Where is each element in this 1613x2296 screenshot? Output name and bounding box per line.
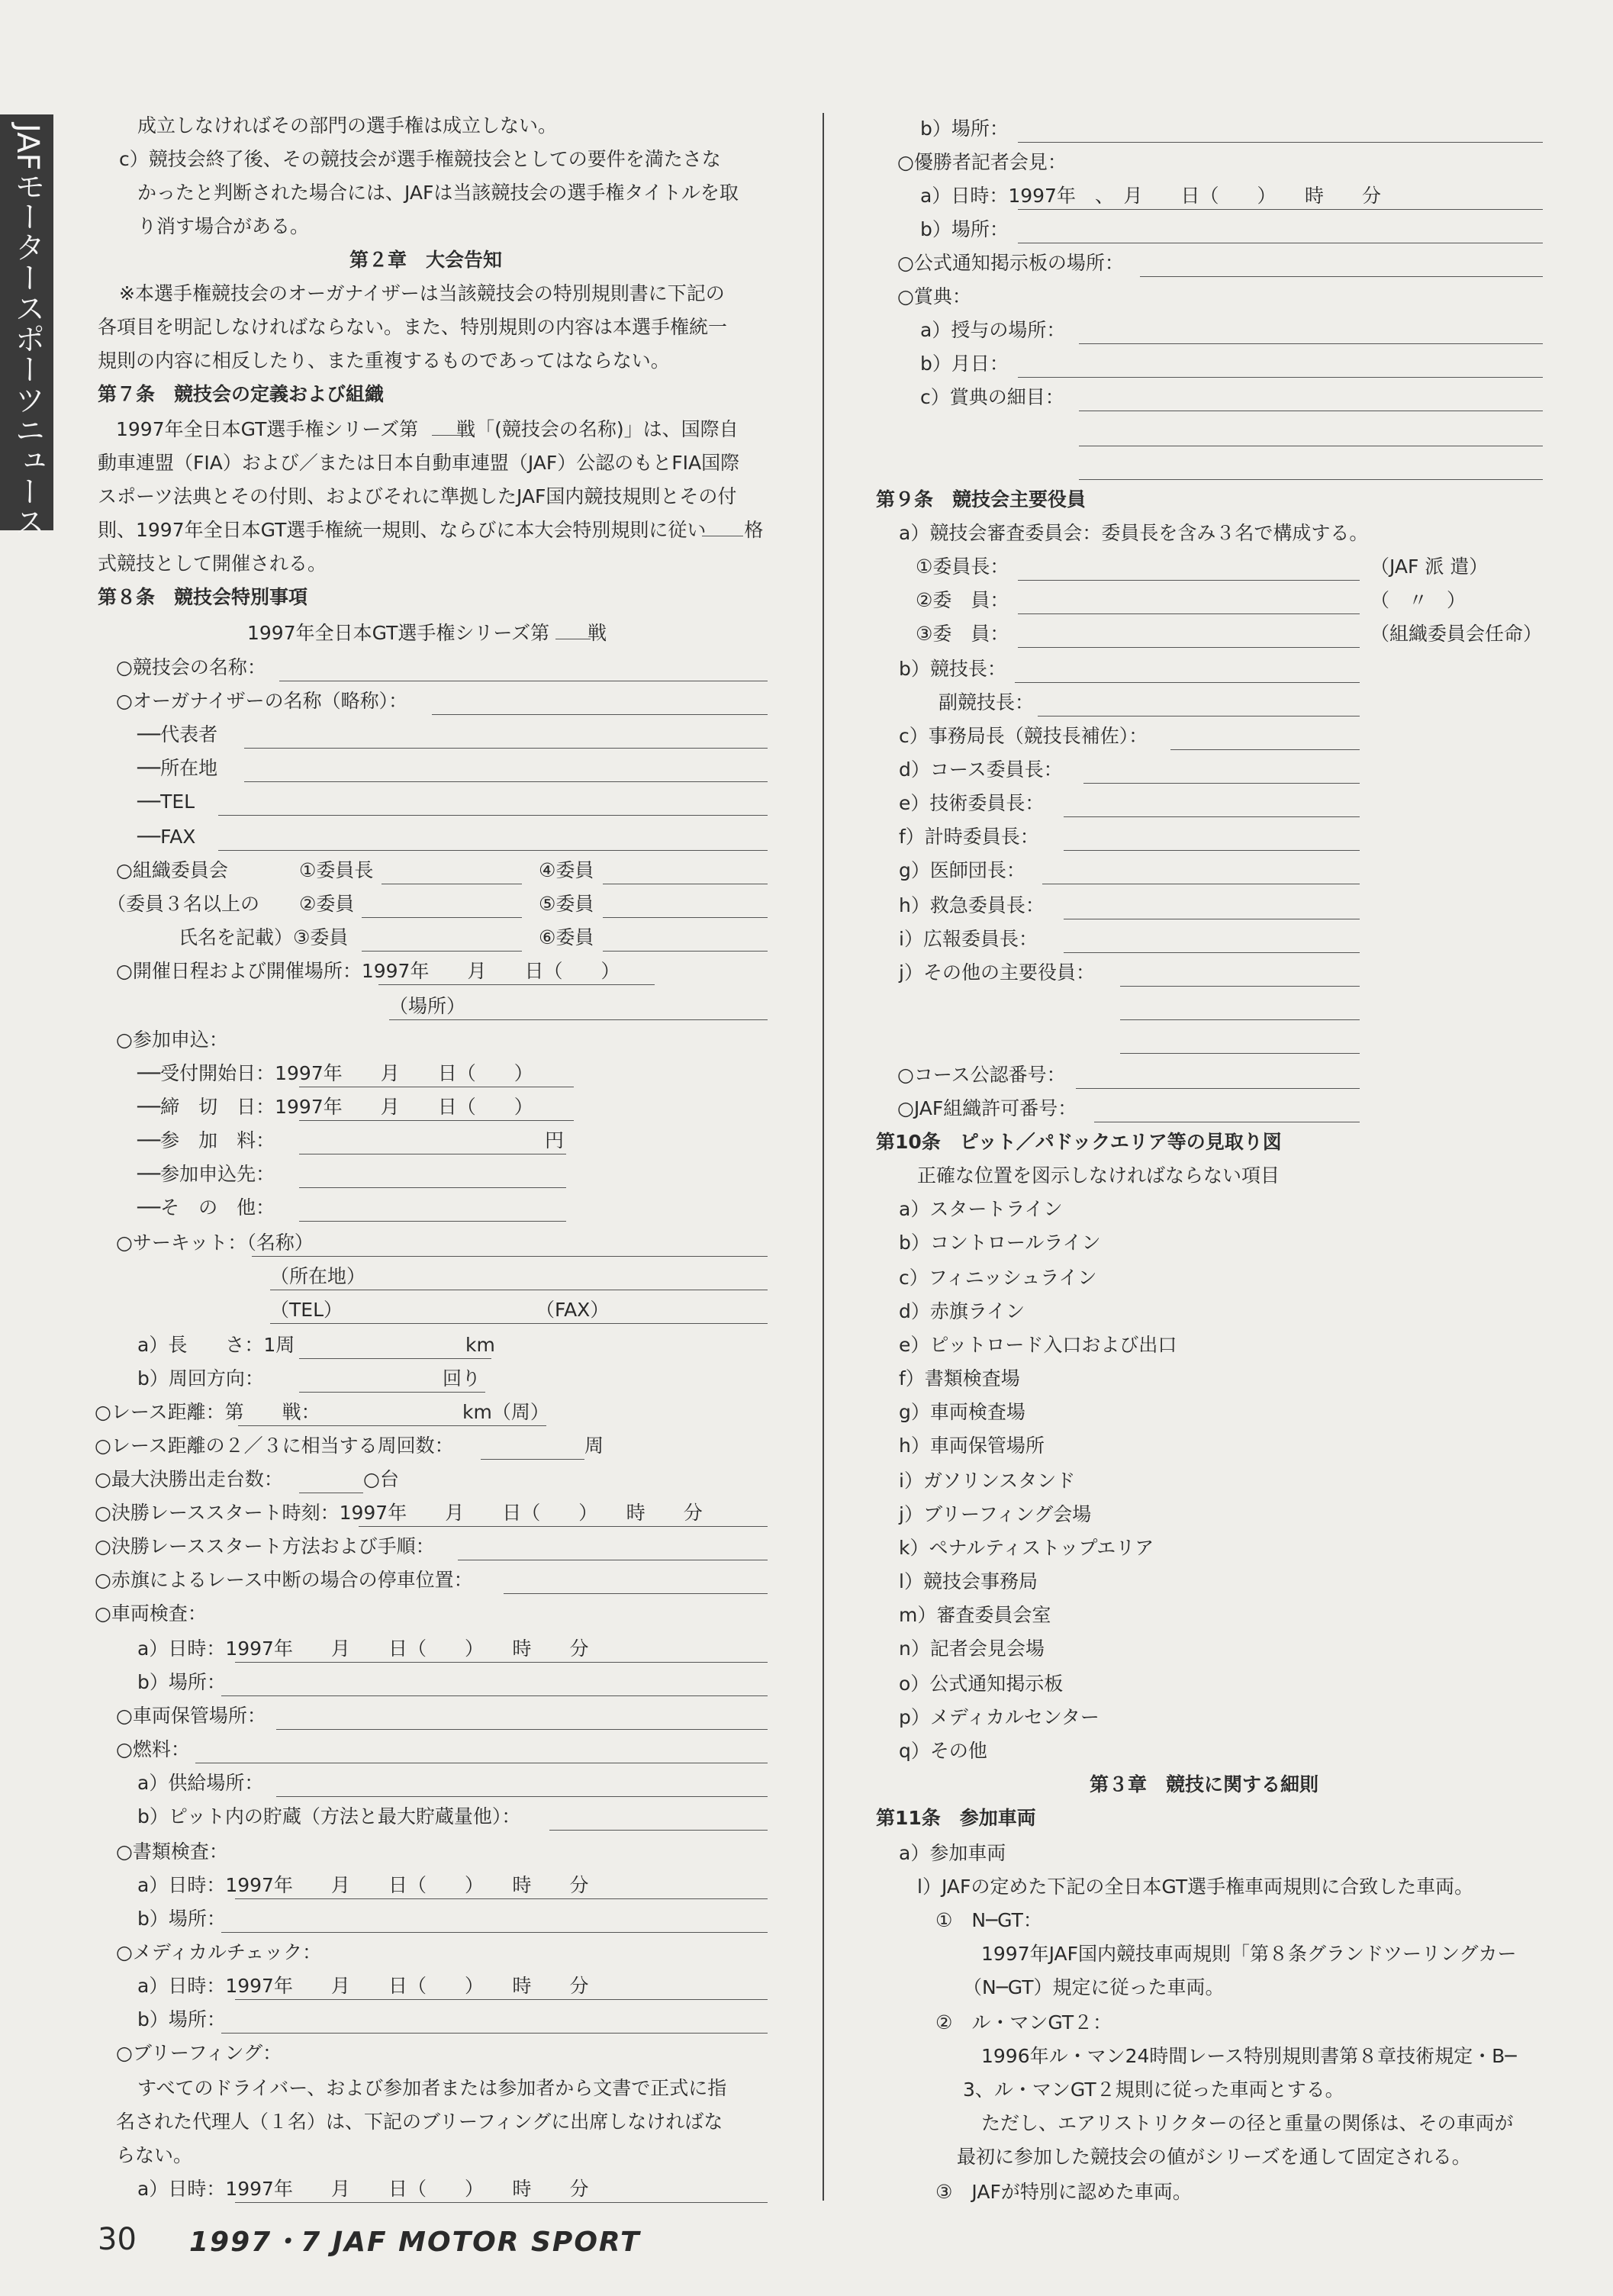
text-line: り消す場合がある。: [137, 215, 310, 237]
text-line: ○オーガナイザーの名称（略称）：: [116, 690, 408, 712]
text-line: g）医師団長：: [899, 859, 1025, 881]
text-line: ○車両検査：: [95, 1602, 207, 1625]
text-line: 動車連盟（FIA）および／または日本自動車連盟（JAF）公認のもとFIA国際: [98, 452, 740, 474]
text-line: （JAF 派 遣）: [1370, 555, 1489, 578]
blank-line: [235, 1898, 768, 1899]
text-line: ③委 員：: [916, 623, 1009, 645]
blank-line: [244, 748, 768, 749]
blank-line: [1083, 783, 1360, 784]
text-line: ──FAX: [137, 826, 196, 848]
text-line: e）ピットロード入口および出口: [899, 1334, 1177, 1356]
text-line: （ 〃 ）: [1370, 589, 1467, 611]
text-line: c）競技会終了後、その競技会が選手権競技会としての要件を満たさな: [119, 148, 721, 170]
text-line: ○優勝者記者会見：: [897, 151, 1067, 173]
blank-line: [359, 1526, 768, 1527]
text-line: 成立しなければその部門の選手権は成立しない。: [137, 114, 558, 137]
text-line: b）場所：: [137, 1671, 226, 1693]
text-line: a）スタートライン: [899, 1198, 1063, 1220]
text-line: ○組織委員会: [116, 859, 228, 881]
text-line: （所在地）: [270, 1265, 366, 1287]
text-line: かったと判断された場合には、JAFは当該競技会の選手権タイトルを取: [137, 182, 739, 204]
text-line: らない。: [116, 2144, 193, 2166]
blank-line: [378, 984, 655, 985]
blank-line: [276, 1796, 768, 1797]
blank-line: [221, 2033, 768, 2034]
blank-line: [1140, 276, 1543, 277]
text-line: ○コース公認番号：: [897, 1064, 1066, 1086]
text-line: 最初に参加した競技会の値がシリーズを通して固定される。: [957, 2146, 1471, 2168]
text-line: c）事務局長（競技長補佐）：: [899, 725, 1148, 747]
text-line: n）記者会見会場: [899, 1637, 1045, 1660]
text-line: m）審査委員会室: [899, 1604, 1051, 1626]
text-line: a）供給場所：: [137, 1772, 264, 1794]
text-line: d）赤旗ライン: [899, 1300, 1025, 1322]
text-line: ○車両保管場所：: [116, 1705, 266, 1727]
text-line: 1997年JAF国内競技車両規則「第８条グランドツーリングカー: [981, 1943, 1517, 1965]
text-line: j）その他の主要役員：: [899, 961, 1095, 984]
text-line: ○公式通知掲示板の場所：: [897, 252, 1124, 274]
sidebar-title: JAFモータースポーツニュース: [10, 124, 45, 537]
text-line: ○サーキット：（名称）: [116, 1232, 314, 1254]
text-line: すべてのドライバー、および参加者または参加者から文書で正式に指: [137, 2077, 727, 2099]
text-line: ⑥委員: [539, 926, 594, 948]
blank-line: [362, 951, 522, 952]
blank-line: [276, 1729, 768, 1730]
text-line: 回り: [443, 1367, 481, 1390]
text-line: 式競技として開催される。: [98, 552, 327, 575]
blank-line: [1079, 343, 1543, 344]
blank-line: [299, 1221, 566, 1222]
text-line: ○参加申込：: [116, 1029, 228, 1051]
text-line: o）公式通知掲示板: [899, 1673, 1064, 1695]
blank-line: [299, 1392, 485, 1393]
text-line: b）場所：: [137, 1908, 226, 1930]
text-line: 3、ル・マンGT２規則に従った車両とする。: [963, 2079, 1344, 2101]
text-line: a）競技会審査委員会：委員長を含み３名で構成する。: [899, 522, 1369, 544]
text-line: a）日時：1997年 月 日（ ） 時 分: [137, 1975, 589, 1997]
text-line: d）コース委員長：: [899, 758, 1063, 781]
text-line: ただし、エアリストリクターの径と重量の関係は、その車両が: [981, 2112, 1514, 2134]
blank-line: [432, 435, 472, 436]
text-line: （組織委員会任命）: [1370, 623, 1543, 645]
text-line: b）周回方向：: [137, 1367, 264, 1390]
text-line: j）ブリーフィング会場: [899, 1503, 1092, 1525]
blank-line: [235, 1999, 768, 2000]
text-line: ──参加申込先：: [137, 1163, 275, 1185]
page-number: 30: [98, 2222, 137, 2257]
section-heading: 第８条 競技会特別事項: [98, 586, 308, 608]
text-line: ①委員長: [299, 859, 374, 881]
text-line: f）計時委員長：: [899, 826, 1039, 848]
text-line: 1996年ル・マン24時間レース特別規則書第８章技術規定・B─: [981, 2045, 1517, 2067]
text-line: f）書類検査場: [899, 1367, 1020, 1390]
section-heading: 第11条 参加車両: [876, 1807, 1036, 1829]
text-line: 氏名を記載）③委員: [179, 926, 349, 948]
blank-line: [549, 1830, 768, 1831]
text-line: a）日時：1997年 月 日（ ） 時 分: [137, 2178, 589, 2200]
section-heading: 第10条 ピット／パドックエリア等の見取り図: [876, 1131, 1282, 1153]
text-line: ──所在地: [137, 757, 218, 779]
section-heading: 第９条 競技会主要役員: [876, 488, 1087, 510]
text-line: 1997年全日本GT選手権シリーズ第 戦: [247, 622, 607, 644]
text-line: ② ル・マンGT２：: [935, 2011, 1112, 2034]
text-line: h）車両保管場所: [899, 1435, 1045, 1457]
text-line: ①委員長：: [916, 555, 1009, 578]
text-line: b）コントロールライン: [899, 1232, 1101, 1254]
text-line: ○賞典：: [897, 285, 971, 308]
text-line: ○競技会の名称：: [116, 656, 266, 678]
text-line: b）月日：: [920, 353, 1009, 375]
blank-line: [270, 1323, 768, 1324]
blank-line: [1018, 580, 1360, 581]
text-line: a）日時：1997年 月 日（ ） 時 分: [137, 1637, 589, 1660]
text-line: ○レース距離の２／３に相当する周回数：: [95, 1435, 454, 1457]
blank-line: [1170, 749, 1360, 750]
text-line: （FAX）: [536, 1299, 610, 1321]
section-heading: 第２章 大会告知: [349, 249, 503, 271]
section-heading: 第７条 競技会の定義および組織: [98, 383, 385, 405]
blank-line: [299, 1187, 566, 1188]
blank-line: [1079, 479, 1543, 480]
text-line: ④委員: [539, 859, 594, 881]
text-line: b）競技長：: [899, 658, 1006, 680]
section-heading: 第３章 競技に関する細則: [1090, 1773, 1319, 1795]
text-line: i）ガソリンスタンド: [899, 1470, 1076, 1492]
text-line: ──TEL: [137, 791, 195, 813]
blank-line: [1064, 816, 1360, 817]
text-line: ① N─GT：: [935, 1909, 1042, 1931]
blank-line: [1018, 377, 1543, 378]
text-line: l）競技会事務局: [899, 1570, 1038, 1592]
text-line: l）JAFの定めた下記の全日本GT選手権車両規則に合致した車両。: [917, 1876, 1474, 1898]
text-line: ──締 切 日：1997年 月 日（ ）: [137, 1096, 533, 1118]
text-line: ○JAF組織許可番号：: [897, 1097, 1077, 1119]
text-line: h）救急委員長：: [899, 894, 1045, 916]
text-line: a）日時：1997年 月 日（ ） 時 分: [137, 1874, 589, 1896]
text-line: 則、1997年全日本GT選手権統一規則、ならびに本大会特別規則に従い 格: [98, 519, 764, 541]
text-line: ⑤委員: [539, 893, 594, 915]
text-line: k）ペナルティストップエリア: [899, 1537, 1154, 1559]
blank-line: [603, 917, 768, 918]
text-line: a）日時：1997年 、 月 日（ ） 時 分: [920, 185, 1381, 207]
blank-line: [1120, 1053, 1360, 1054]
text-line: c）賞典の細目：: [920, 386, 1064, 408]
text-line: 規則の内容に相反したり、また重複するものであってはならない。: [98, 349, 670, 372]
blank-line: [389, 1019, 768, 1020]
blank-line: [1076, 1088, 1360, 1089]
text-line: （場所）: [389, 995, 466, 1017]
blank-line: [218, 850, 768, 851]
blank-line: [1015, 682, 1360, 683]
text-line: ○燃料：: [116, 1738, 190, 1760]
text-line: ○決勝レーススタート方法および手順：: [95, 1535, 435, 1557]
blank-line: [1018, 613, 1360, 614]
blank-line: [252, 1256, 768, 1257]
text-line: e）技術委員長：: [899, 792, 1045, 814]
text-line: ○最大決勝出走台数：: [95, 1468, 283, 1490]
blank-line: [1018, 647, 1360, 648]
text-line: ※本選手権競技会のオーガナイザーは当該競技会の特別規則書に下記の: [119, 282, 725, 304]
text-line: 各項目を明記しなければならない。また、特別規則の内容は本選手権統一: [98, 316, 728, 338]
text-line: km: [465, 1334, 495, 1356]
text-line: ──そ の 他：: [137, 1196, 275, 1219]
blank-line: [1120, 1019, 1360, 1020]
text-line: a）長 さ：1周: [137, 1334, 295, 1356]
text-line: ②委員: [299, 893, 355, 915]
text-line: ──参 加 料：: [137, 1129, 275, 1151]
text-line: 1997年全日本GT選手権シリーズ第 戦「(競技会の名称)」は、国際自: [116, 418, 739, 440]
text-line: ○メディカルチェック：: [116, 1941, 322, 1963]
text-line: 副競技長：: [939, 691, 1035, 713]
text-line: b）場所：: [920, 218, 1009, 240]
text-line: q）その他: [899, 1740, 987, 1762]
blank-line: [218, 815, 768, 816]
blank-line: [362, 917, 522, 918]
text-line: ○赤旗によるレース中断の場合の停車位置：: [95, 1569, 473, 1591]
text-line: a）参加車両: [899, 1842, 1006, 1864]
text-line: ──代表者: [137, 723, 218, 745]
blank-line: [1064, 952, 1360, 953]
text-line: ③ JAFが特別に認めた車両。: [935, 2181, 1192, 2203]
text-line: （TEL）: [270, 1299, 343, 1321]
blank-line: [299, 1358, 491, 1359]
blank-line: [1018, 142, 1543, 143]
text-line: ○ブリーフィング：: [116, 2042, 282, 2064]
blank-line: [235, 1662, 768, 1663]
text-line: 円: [545, 1129, 565, 1151]
blank-line: [221, 1932, 768, 1933]
blank-line: [238, 1425, 546, 1426]
blank-line: [504, 1593, 768, 1594]
magazine-title: 1997・7 JAF MOTOR SPORT: [189, 2227, 641, 2258]
text-line: b）場所：: [137, 2008, 226, 2030]
blank-line: [221, 1695, 768, 1696]
blank-line: [1018, 209, 1543, 210]
blank-line: [235, 2202, 768, 2203]
text-line: （委員３名以上の: [107, 893, 260, 915]
column-divider: [823, 113, 824, 2201]
text-line: p）メディカルセンター: [899, 1706, 1099, 1728]
blank-line: [481, 1459, 584, 1460]
text-line: ○決勝レーススタート時刻：1997年 月 日（ ） 時 分: [95, 1502, 703, 1524]
text-line: i）広報委員長：: [899, 928, 1038, 950]
text-line: ──受付開始日：1997年 月 日（ ）: [137, 1062, 533, 1084]
blank-line: [432, 714, 768, 715]
text-line: ②委 員：: [916, 589, 1009, 611]
text-line: a）授与の場所：: [920, 319, 1066, 341]
blank-line: [299, 1120, 574, 1121]
text-line: ○台: [363, 1468, 399, 1490]
text-line: b）ピット内の貯蔵（方法と最大貯蔵量他）：: [137, 1805, 521, 1827]
blank-line: [603, 951, 768, 952]
text-line: ○レース距離：第 戦：: [95, 1401, 320, 1423]
text-line: 名された代理人（１名）は、下記のブリーフィングに出席しなければな: [116, 2111, 723, 2133]
text-line: 周: [584, 1435, 604, 1457]
blank-line: [1120, 986, 1360, 987]
text-line: （N─GT）規定に従った車両。: [963, 1976, 1225, 1998]
text-line: g）車両検査場: [899, 1401, 1025, 1423]
text-line: 正確な位置を図示しなければならない項目: [917, 1164, 1280, 1187]
text-line: c）フィニッシュライン: [899, 1267, 1097, 1289]
text-line: b）場所：: [920, 118, 1009, 140]
blank-line: [1064, 850, 1360, 851]
text-line: ○開催日程および開催場所：1997年 月 日（ ）: [116, 960, 620, 982]
blank-line: [244, 781, 768, 782]
text-line: km（周）: [462, 1401, 549, 1423]
text-line: スポーツ法典とその付則、およびそれに準拠したJAF国内競技規則とその付: [98, 485, 737, 507]
text-line: ○書類検査：: [116, 1840, 228, 1863]
